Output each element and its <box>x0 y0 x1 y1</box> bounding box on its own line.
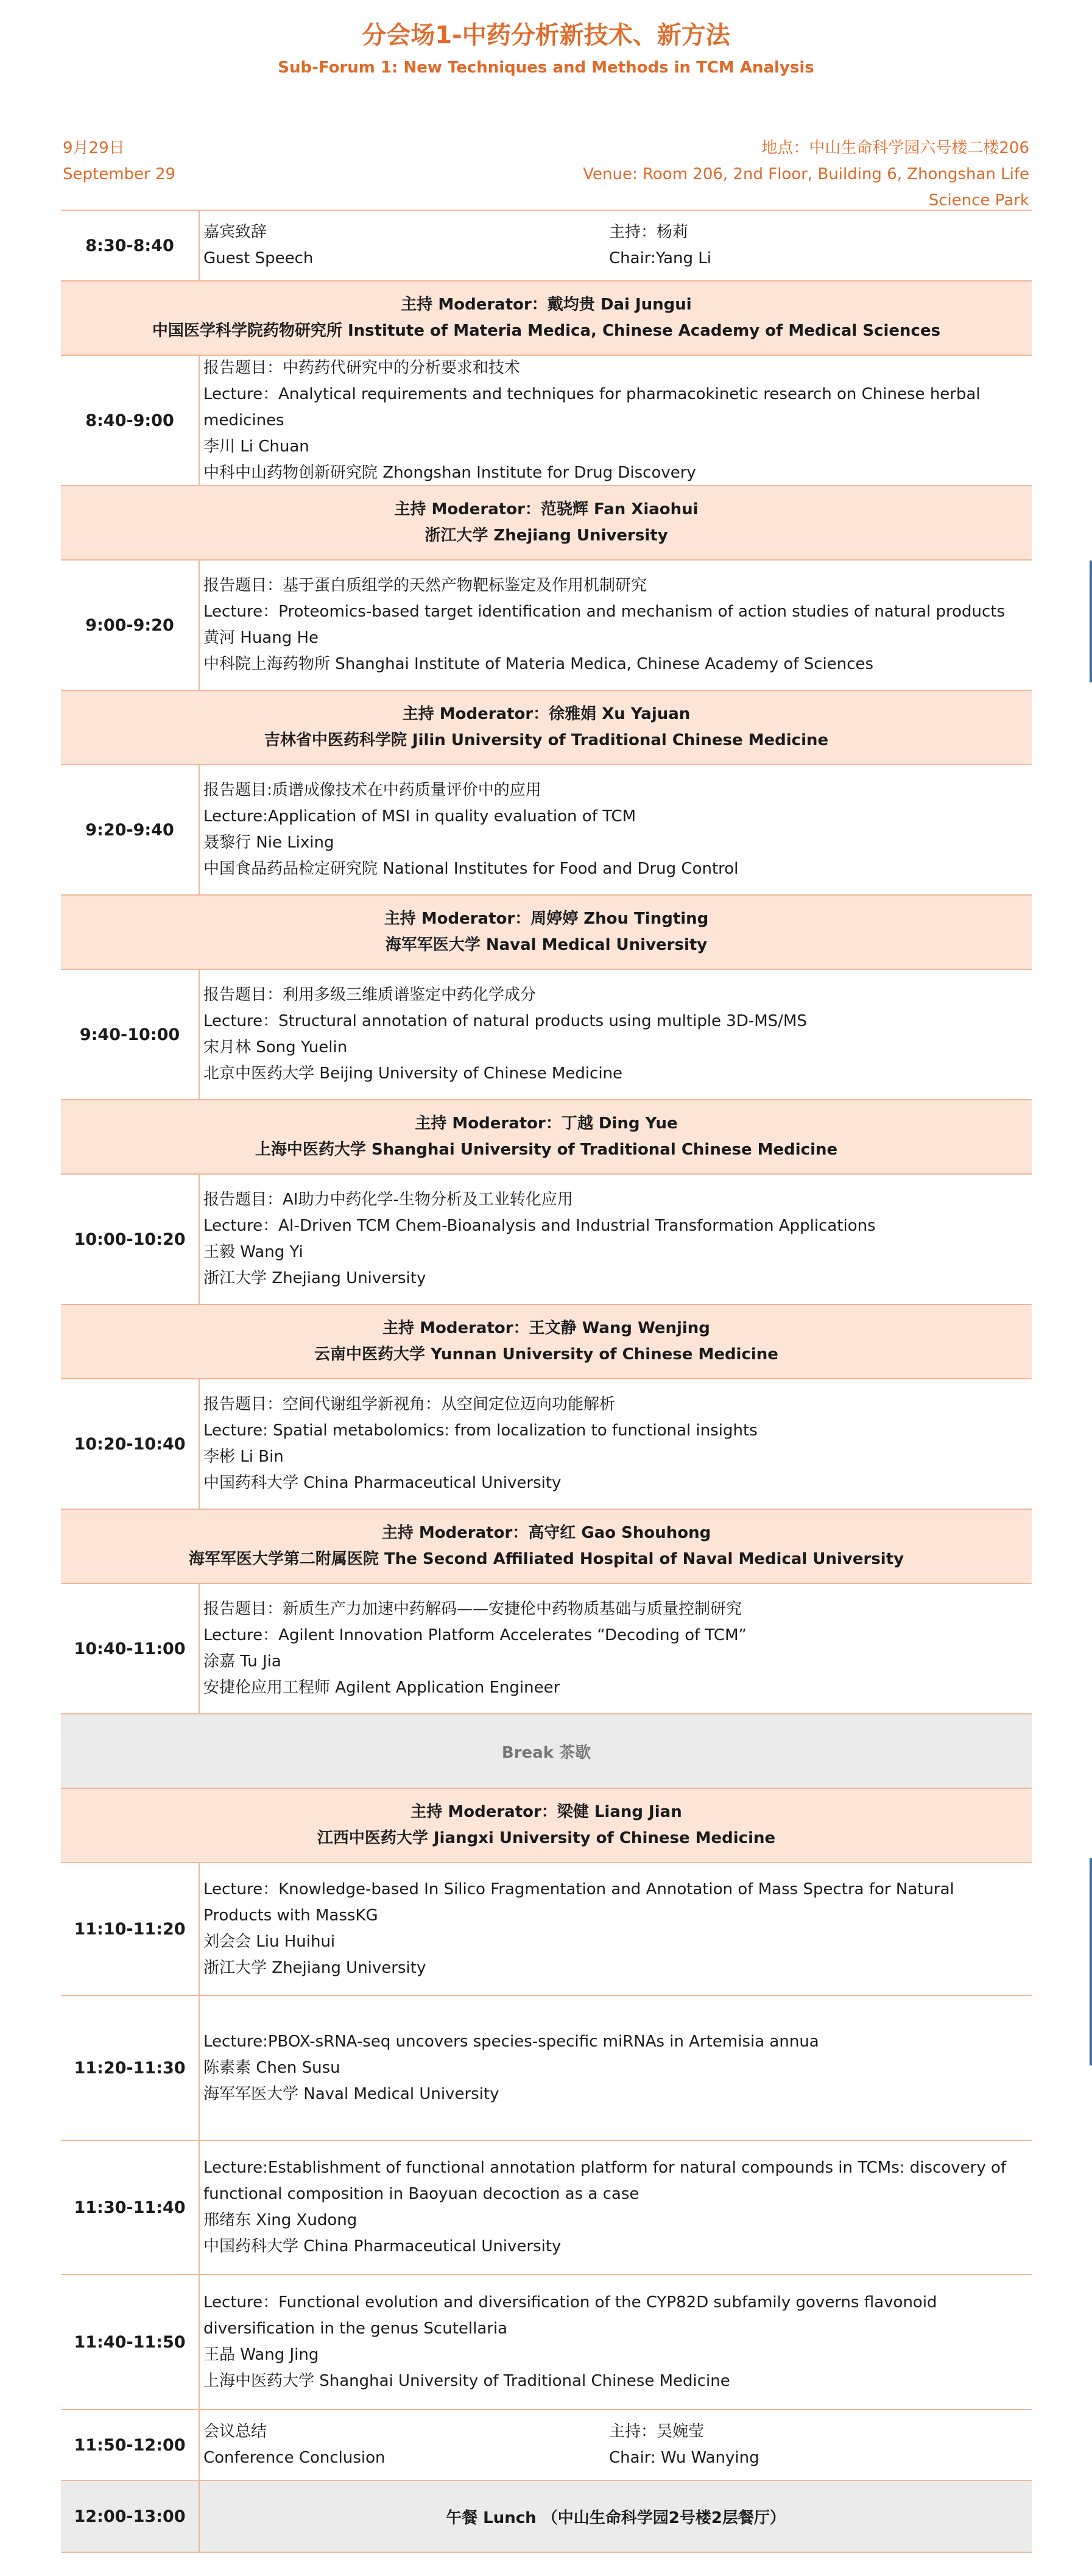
time-slot: 10:40-11:00 <box>61 1584 200 1713</box>
talk-line: 王晶 Wang Jing <box>203 2346 319 2364</box>
talk-line: 邢绪东 Xing Xudong <box>203 2211 358 2229</box>
talk-line: Lecture:Application of MSI in quality evaluation of TCM <box>203 807 636 826</box>
moderator-name: 主持 Moderator：高守红 Gao Shouhong <box>381 1524 711 1542</box>
talk-line: Lecture：Proteomics-based target identification and mechanism of action studies of natural products <box>203 603 1006 621</box>
moderator-block <box>61 1510 1032 1583</box>
talk-row <box>61 1996 1032 2141</box>
moderator-name: 主持 Moderator：丁越 Ding Yue <box>415 1114 678 1133</box>
chair-line: Chair: Wu Wanying <box>609 2449 759 2467</box>
talk-line: 浙江大学 Zhejiang University <box>203 1269 426 1287</box>
moderator-row <box>61 1789 1032 1863</box>
talk-line: Lecture：Analytical requirements and techniques for pharmacokinetic research on Chinese herbal medicines <box>203 384 981 430</box>
moderator-name: 主持 Moderator：王文静 Wang Wenjing <box>382 1319 710 1337</box>
moderator-row <box>61 486 1032 561</box>
moderator-name: 主持 Moderator：周婷婷 Zhou Tingting <box>384 910 709 928</box>
moderator-affiliation: 上海中医药大学 Shanghai University of Traditional Chinese Medicine <box>255 1141 838 1159</box>
moderator-block <box>61 896 1032 969</box>
talk-line: 浙江大学 Zhejiang University <box>203 1959 426 1977</box>
moderator-affiliation: 海军军医大学第二附属医院 The Second Affiliated Hospital of Naval Medical University <box>188 1550 904 1568</box>
talk-line: 中国药科大学 China Pharmaceutical University <box>203 2237 562 2256</box>
talk-line: 报告题目：利用多级三维质谱鉴定中药化学成分 <box>203 986 537 1004</box>
talk-line: 中国药科大学 China Pharmaceutical University <box>203 1474 562 1492</box>
talk-line: Lecture：Functional evolution and diversification of the CYP82D subfamily governs flavonoid diversification in the genus Scutellaria <box>203 2293 937 2338</box>
talk-line: Lecture: Spatial metabolomics: from localization to functional insights <box>203 1421 758 1440</box>
talk-line: 王毅 Wang Yi <box>203 1243 303 1261</box>
talk-row <box>61 2141 1032 2275</box>
talk-line: 黄河 Huang He <box>203 629 319 647</box>
lunch-row <box>61 2481 1032 2553</box>
session-title-line: 嘉宾致辞 <box>203 223 267 241</box>
time-slot: 11:40-11:50 <box>61 2275 200 2409</box>
talk-details <box>200 561 1032 690</box>
moderator-row <box>61 1305 1032 1379</box>
moderator-row <box>61 1510 1032 1584</box>
talk-details <box>200 1863 1032 1995</box>
talk-line: 安捷伦应用工程师 Agilent Application Engineer <box>203 1679 560 1697</box>
moderator-affiliation: 吉林省中医药科学院 Jilin University of Traditional Chinese Medicine <box>264 731 829 749</box>
venue-cn: 地点：中山生命科学园六号楼二楼206 <box>761 139 1029 157</box>
session-title-line: 会议总结 <box>203 2422 267 2441</box>
talk-line: 李川 Li Chuan <box>203 437 309 456</box>
schedule-row <box>61 211 1032 281</box>
session-info <box>200 211 1032 280</box>
talk-line: 报告题目:质谱成像技术在中药质量评价中的应用 <box>203 781 541 799</box>
chair-line: 主持：吴婉莹 <box>609 2422 705 2441</box>
talk-line: Lecture:PBOX-sRNA-seq uncovers species-specific miRNAs in Artemisia annua <box>203 2032 819 2051</box>
talk-line: 海军军医大学 Naval Medical University <box>203 2084 499 2103</box>
page-title-en: Sub-Forum 1: New Techniques and Methods in TCM Analysis <box>278 58 814 77</box>
session-title-line: Conference Conclusion <box>203 2449 386 2467</box>
page-title-cn: 分会场1-中药分析新技术、新方法 <box>362 21 730 49</box>
time-slot: 9:00-9:20 <box>61 561 200 690</box>
talk-line: 涂嘉 Tu Jia <box>203 1652 281 1671</box>
schedule-row <box>61 2410 1032 2481</box>
moderator-row <box>61 896 1032 970</box>
session-chair <box>605 2419 759 2471</box>
talk-line: Lecture：Knowledge-based In Silico Fragmentation and Annotation of Mass Spectra for Natural Products with MassKG <box>203 1880 954 1925</box>
talk-details <box>200 2275 1032 2409</box>
talk-details <box>200 970 1032 1099</box>
time-slot: 11:50-12:00 <box>61 2410 200 2480</box>
talk-line: 中科院上海药物所 Shanghai Institute of Materia Medica, Chinese Academy of Sciences <box>203 655 874 673</box>
moderator-row <box>61 1100 1032 1175</box>
talk-row <box>61 1584 1032 1714</box>
session-title-line: Guest Speech <box>203 249 314 267</box>
session-date-en: September 29 <box>63 165 176 183</box>
moderator-block <box>61 1100 1032 1173</box>
moderator-block <box>61 486 1032 559</box>
moderator-affiliation: 海军军医大学 Naval Medical University <box>385 936 708 954</box>
talk-line: 报告题目：中药药代研究中的分析要求和技术 <box>203 358 521 377</box>
time-slot: 11:10-11:20 <box>61 1863 200 1995</box>
talk-line: 宋月林 Song Yuelin <box>203 1038 348 1056</box>
talk-row <box>61 970 1032 1100</box>
talk-line: 陈素素 Chen Susu <box>203 2058 340 2077</box>
scroll-edge-marker <box>1090 561 1092 682</box>
chair-line: Chair:Yang Li <box>609 249 711 267</box>
time-slot: 10:00-10:20 <box>61 1175 200 1304</box>
talk-line: 报告题目：AI助力中药化学-生物分析及工业转化应用 <box>203 1191 573 1209</box>
moderator-block <box>61 1305 1032 1378</box>
talk-line: Lecture:Establishment of functional annotation platform for natural compounds in TCMs: discovery of functional composition in Baoyuan decoction as a case <box>203 2159 1007 2203</box>
session-chair <box>605 219 711 272</box>
talk-line: Lecture：Structural annotation of natural products using multiple 3D-MS/MS <box>203 1012 807 1030</box>
time-slot: 12:00-13:00 <box>61 2481 200 2552</box>
talk-details <box>200 1379 1032 1509</box>
moderator-row <box>61 281 1032 356</box>
moderator-affiliation: 中国医学科学院药物研究所 Institute of Materia Medica, Chinese Academy of Medical Sciences <box>152 322 941 340</box>
session-title <box>200 2419 605 2471</box>
break-label: Break 茶歇 <box>61 1714 1032 1788</box>
moderator-block <box>61 281 1032 355</box>
moderator-block <box>61 691 1032 764</box>
talk-details <box>200 765 1032 894</box>
talk-details <box>200 2141 1032 2274</box>
moderator-affiliation: 江西中医药大学 Jiangxi University of Chinese Medicine <box>317 1829 776 1847</box>
time-slot: 11:30-11:40 <box>61 2141 200 2274</box>
time-slot: 8:40-9:00 <box>61 356 200 485</box>
moderator-name: 主持 Moderator：梁健 Liang Jian <box>410 1803 682 1821</box>
talk-line: 中科中山药物创新研究院 Zhongshan Institute for Drug Discovery <box>203 463 696 482</box>
lunch-label: 午餐 Lunch （中山生命科学园2号楼2层餐厅） <box>200 2481 1032 2552</box>
talk-details <box>200 356 1032 485</box>
scroll-edge-marker <box>1090 1858 1092 2065</box>
moderator-name: 主持 Moderator：戴均贵 Dai Jungui <box>401 295 692 314</box>
session-venue <box>566 135 1029 214</box>
moderator-affiliation: 浙江大学 Zhejiang University <box>424 526 668 545</box>
session-date <box>63 135 175 188</box>
session-title <box>200 219 605 272</box>
moderator-affiliation: 云南中医药大学 Yunnan University of Chinese Medicine <box>314 1345 778 1364</box>
time-slot: 11:20-11:30 <box>61 1996 200 2140</box>
moderator-name: 主持 Moderator：范骁辉 Fan Xiaohui <box>394 500 699 518</box>
talk-line: Lecture：Agilent Innovation Platform Accelerates “Decoding of TCM” <box>203 1626 747 1644</box>
venue-en: Venue: Room 206, 2nd Floor, Building 6, Zhongshan Life Science Park <box>583 165 1029 210</box>
talk-details <box>200 1584 1032 1713</box>
chair-line: 主持：杨莉 <box>609 223 689 241</box>
time-slot: 9:40-10:00 <box>61 970 200 1099</box>
schedule-table <box>61 210 1032 2553</box>
time-slot: 9:20-9:40 <box>61 765 200 894</box>
talk-line: 报告题目：空间代谢组学新视角：从空间定位迈向功能解析 <box>203 1395 616 1414</box>
break-row <box>61 1714 1032 1789</box>
talk-line: 刘会会 Liu Huihui <box>203 1933 336 1951</box>
talk-row <box>61 1175 1032 1305</box>
session-info <box>200 2410 1032 2480</box>
talk-line: 报告题目：基于蛋白质组学的天然产物靶标鉴定及作用机制研究 <box>203 576 647 595</box>
moderator-row <box>61 691 1032 765</box>
talk-line: 上海中医药大学 Shanghai University of Traditional Chinese Medicine <box>203 2372 730 2390</box>
talk-line: 聂黎行 Nie Lixing <box>203 833 334 852</box>
talk-details <box>200 1996 1032 2140</box>
talk-line: 中国食品药品检定研究院 National Institutes for Food and Drug Control <box>203 860 739 878</box>
time-slot: 8:30-8:40 <box>61 211 200 280</box>
time-slot: 10:20-10:40 <box>61 1379 200 1509</box>
talk-row <box>61 561 1032 691</box>
talk-line: 报告题目：新质生产力加速中药解码——安捷伦中药物质基础与质量控制研究 <box>203 1600 742 1618</box>
talk-line: Lecture：AI-Driven TCM Chem-Bioanalysis and Industrial Transformation Applications <box>203 1217 876 1235</box>
talk-row <box>61 1863 1032 1996</box>
talk-row <box>61 2275 1032 2410</box>
talk-line: 李彬 Li Bin <box>203 1448 284 1466</box>
talk-row <box>61 356 1032 486</box>
moderator-name: 主持 Moderator：徐雅娟 Xu Yajuan <box>402 705 691 723</box>
moderator-block <box>61 1789 1032 1862</box>
talk-details <box>200 1175 1032 1304</box>
talk-row <box>61 1379 1032 1510</box>
talk-line: 北京中医药大学 Beijing University of Chinese Medicine <box>203 1064 623 1083</box>
session-date-cn: 9月29日 <box>63 139 125 157</box>
talk-row <box>61 765 1032 896</box>
